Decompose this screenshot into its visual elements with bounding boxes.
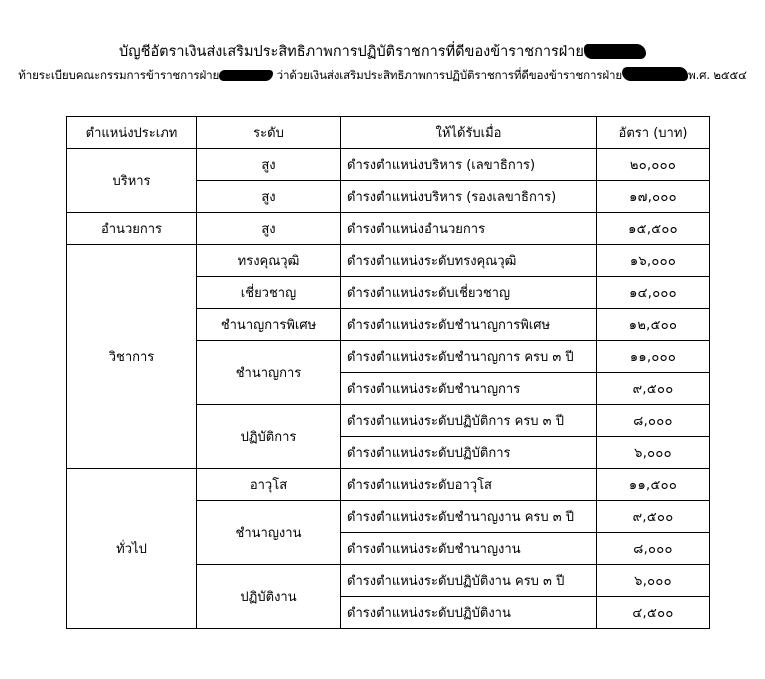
group-academic: วิชาการ xyxy=(67,245,197,469)
condition-cell: ดำรงตำแหน่งระดับปฏิบัติงาน ครบ ๓ ปี xyxy=(341,565,597,597)
table-row xyxy=(67,149,710,181)
condition-cell: ดำรงตำแหน่งระดับชำนาญการพิเศษ xyxy=(341,309,597,341)
table-row xyxy=(67,469,710,501)
rate-cell: ๒๐,๐๐๐ xyxy=(597,149,710,181)
level-cell: สูง xyxy=(197,181,341,213)
level-cell: ชำนาญงาน xyxy=(197,501,341,565)
redaction-mark xyxy=(622,67,688,81)
redaction-mark xyxy=(219,70,273,81)
level-cell: เชี่ยวชาญ xyxy=(197,277,341,309)
rate-cell: ๑๔,๐๐๐ xyxy=(597,277,710,309)
document-subtitle xyxy=(0,67,765,85)
subtitle-part-2: ว่าด้วยเงินส่งเสริมประสิทธิภาพการปฏิบัติราชการที่ดีของข้าราชการฝ่าย xyxy=(273,68,623,82)
group-director: อำนวยการ xyxy=(67,213,197,245)
group-executive: บริหาร xyxy=(67,149,197,213)
condition-cell: ดำรงตำแหน่งระดับปฏิบัติการ xyxy=(341,437,597,469)
rate-cell: ๑๒,๕๐๐ xyxy=(597,309,710,341)
condition-cell: ดำรงตำแหน่งอำนวยการ xyxy=(341,213,597,245)
level-cell: อาวุโส xyxy=(197,469,341,501)
level-cell: ปฏิบัติงาน xyxy=(197,565,341,629)
group-general: ทั่วไป xyxy=(67,469,197,629)
subtitle-part-3: พ.ศ. ๒๕๕๔ xyxy=(688,68,747,82)
condition-cell: ดำรงตำแหน่งระดับชำนาญงาน ครบ ๓ ปี xyxy=(341,501,597,533)
rate-cell: ๑๕,๕๐๐ xyxy=(597,213,710,245)
table-row xyxy=(67,245,710,277)
title-line-1-text: บัญชีอัตราเงินส่งเสริมประสิทธิภาพการปฏิบัติราชการที่ดีของข้าราชการฝ่าย xyxy=(119,44,584,60)
header-rate: อัตรา (บาท) xyxy=(597,117,710,149)
condition-cell: ดำรงตำแหน่งระดับทรงคุณวุฒิ xyxy=(341,245,597,277)
condition-cell: ดำรงตำแหน่งบริหาร (รองเลขาธิการ) xyxy=(341,181,597,213)
condition-cell: ดำรงตำแหน่งระดับเชี่ยวชาญ xyxy=(341,277,597,309)
rate-cell: ๙,๕๐๐ xyxy=(597,373,710,405)
rate-cell: ๖,๐๐๐ xyxy=(597,437,710,469)
header-level: ระดับ xyxy=(197,117,341,149)
document-title xyxy=(0,40,765,63)
rate-cell: ๖,๐๐๐ xyxy=(597,565,710,597)
rate-cell: ๔,๕๐๐ xyxy=(597,597,710,629)
header-condition: ให้ได้รับเมื่อ xyxy=(341,117,597,149)
condition-cell: ดำรงตำแหน่งระดับชำนาญการ ครบ ๓ ปี xyxy=(341,341,597,373)
redaction-mark xyxy=(584,44,646,59)
header-position-type: ตำแหน่งประเภท xyxy=(67,117,197,149)
condition-cell: ดำรงตำแหน่งระดับปฏิบัติการ ครบ ๓ ปี xyxy=(341,405,597,437)
rate-cell: ๘,๐๐๐ xyxy=(597,405,710,437)
condition-cell: ดำรงตำแหน่งระดับปฏิบัติงาน xyxy=(341,597,597,629)
rate-cell: ๑๗,๐๐๐ xyxy=(597,181,710,213)
level-cell: สูง xyxy=(197,149,341,181)
level-cell: ปฏิบัติการ xyxy=(197,405,341,469)
level-cell: ชำนาญการพิเศษ xyxy=(197,309,341,341)
table-row xyxy=(67,213,710,245)
subtitle-part-1: ท้ายระเบียบคณะกรรมการข้าราชการฝ่าย xyxy=(18,68,220,82)
rate-cell: ๙,๕๐๐ xyxy=(597,501,710,533)
condition-cell: ดำรงตำแหน่งระดับชำนาญงาน xyxy=(341,533,597,565)
condition-cell: ดำรงตำแหน่งบริหาร (เลขาธิการ) xyxy=(341,149,597,181)
condition-cell: ดำรงตำแหน่งระดับอาวุโส xyxy=(341,469,597,501)
level-cell: สูง xyxy=(197,213,341,245)
level-cell: ทรงคุณวุฒิ xyxy=(197,245,341,277)
rate-cell: ๑๖,๐๐๐ xyxy=(597,245,710,277)
rate-cell: ๑๑,๕๐๐ xyxy=(597,469,710,501)
condition-cell: ดำรงตำแหน่งระดับชำนาญการ xyxy=(341,373,597,405)
rate-table xyxy=(66,116,710,629)
level-cell: ชำนาญการ xyxy=(197,341,341,405)
rate-cell: ๘,๐๐๐ xyxy=(597,533,710,565)
table-header-row xyxy=(67,117,710,149)
rate-cell: ๑๑,๐๐๐ xyxy=(597,341,710,373)
